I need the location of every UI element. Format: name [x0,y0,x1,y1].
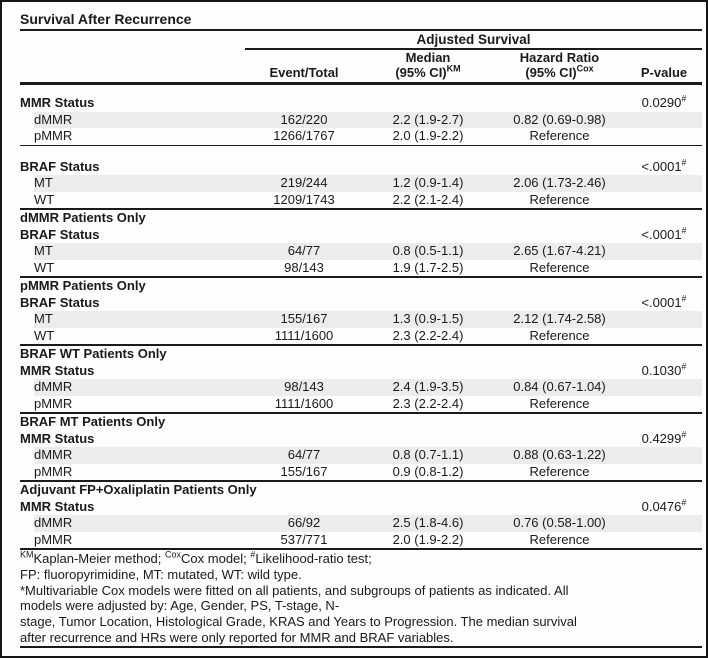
section-pmmr-patients [20,278,702,346]
group-row [20,227,702,244]
spanner-header: Adjusted Survival [245,31,702,50]
event-total-value: 64/77 [287,243,321,258]
median-value: 2.3 (2.2-2.4) [392,327,464,343]
row-label: pMMR [34,531,73,547]
median-value: 2.3 (2.2-2.4) [392,395,464,411]
hazard-ratio-value: Reference [529,531,590,547]
table-row-dmmr [34,379,702,396]
section-mmr-status [20,95,702,146]
section-dmmr-patients [20,210,702,278]
group-row [20,499,702,516]
median-value: 2.2 (2.1-2.4) [392,191,464,207]
median-value: 1.2 (0.9-1.4) [392,175,464,190]
group-label: BRAF Status [20,294,100,310]
hazard-ratio-value: Reference [529,259,590,275]
table-row-mt [34,175,702,192]
event-total-value: 98/143 [284,379,324,394]
table-row-wt [34,192,702,209]
median-value: 1.9 (1.7-2.5) [392,259,464,275]
median-value: 0.8 (0.7-1.1) [392,447,464,462]
col-header-pvalue: P-value [640,64,688,80]
hazard-ratio-value: 2.65 (1.67-4.21) [513,243,606,258]
row-label: dMMR [34,111,73,127]
table-page [20,10,702,648]
pvalue-cell: 0.0476# [641,497,687,514]
pvalue-cell: <.0001# [641,293,687,310]
event-total-value: 219/244 [280,175,328,190]
row-label: WT [34,327,55,343]
group-label: MMR Status [20,430,95,446]
km-superscript: KM [446,63,461,74]
median-value: 0.8 (0.5-1.1) [392,243,464,258]
hazard-ratio-value: 0.88 (0.63-1.22) [513,447,606,462]
hazard-ratio-value: Reference [529,191,590,207]
group-label: MMR Status [20,95,95,110]
event-total-value: 1266/1767 [273,128,335,143]
hazard-ratio-value: Reference [529,463,590,479]
median-value: 2.5 (1.8-4.6) [392,515,464,530]
row-label: dMMR [34,447,73,462]
hazard-ratio-value: Reference [529,327,590,343]
pvalue-cell: <.0001# [641,157,687,174]
table-row-wt [34,260,702,277]
row-label: MT [34,311,53,326]
row-label: MT [34,175,53,190]
page-title: Survival After Recurrence [20,11,192,27]
table-row-mt [34,311,702,328]
section-title: pMMR Patients Only [20,278,146,293]
event-total-value: 155/167 [280,311,328,326]
event-total-value: 1209/1743 [273,191,335,207]
col-header-median: Median (95% CI)$^{KM}$ [395,50,461,80]
row-label: pMMR [34,463,73,479]
hazard-ratio-value: Reference [529,128,590,143]
table-row-dmmr [34,447,702,464]
group-row [20,431,702,448]
pvalue-cell: <.0001# [641,225,687,242]
section-title: Adjuvant FP+Oxaliplatin Patients Only [20,482,257,497]
group-row [20,159,702,176]
footnote-paragraph-line: after recurrence and HRs were only reported for MMR and BRAF variables. [20,629,454,645]
footnote-methods: $^{KM}$Kaplan-Meier method; $^{Cox}$Cox model; #Likelihood-ratio test; [20,549,372,566]
row-label: dMMR [34,515,73,530]
table-row-pmmr [34,128,702,145]
table-row-pmmr [34,532,702,549]
section-divider [20,548,702,550]
event-total-value: 64/77 [287,447,321,462]
pvalue-cell: 0.0290# [641,93,687,110]
row-label: WT [34,259,55,275]
event-total-value: 66/92 [287,515,321,530]
hazard-ratio-value: 0.76 (0.58-1.00) [513,515,606,530]
median-value: 2.4 (1.9-3.5) [392,379,464,394]
hazard-ratio-value: 2.12 (1.74-2.58) [513,311,606,326]
group-row [20,95,702,112]
spacer [20,85,702,95]
median-value: 1.3 (0.9-1.5) [392,311,464,326]
group-row [20,295,702,312]
row-label: WT [34,191,55,207]
section-adjuvant-fp-oxaliplatin [20,482,702,550]
pvalue-cell: 0.1030# [641,361,687,378]
median-value: 2.0 (1.9-2.2) [392,128,464,143]
table-row-pmmr [34,464,702,481]
section-braf-mt-patients [20,414,702,482]
group-label: BRAF Status [20,158,100,174]
group-label: BRAF Status [20,226,100,242]
hazard-ratio-value: 0.82 (0.69-0.98) [513,111,606,127]
column-header-row [20,50,702,82]
row-label: pMMR [34,128,73,143]
group-row [20,363,702,380]
median-value: 2.0 (1.9-2.2) [392,531,464,547]
hazard-ratio-value: 0.84 (0.67-1.04) [513,379,606,394]
col-header-event-total: Event/Total [269,64,339,80]
section-braf-status [20,159,702,211]
event-total-value: 537/771 [280,531,328,547]
section-title: BRAF WT Patients Only [20,346,167,361]
group-label: MMR Status [20,498,95,514]
footnote-paragraph-line: models were adjusted by: Age, Gender, PS, T-stage, N- [20,598,340,614]
median-value: 0.9 (0.8-1.2) [392,463,464,479]
table-row-wt [34,328,702,345]
hazard-ratio-value: Reference [529,395,590,411]
group-label: MMR Status [20,362,95,378]
section-braf-wt-patients [20,346,702,414]
footnote-paragraph-line: stage, Tumor Location, Histological Grade, KRAS and Years to Progression. The median survival [20,614,577,630]
section-title: BRAF MT Patients Only [20,414,166,429]
footnote-abbreviations: FP: fluoropyrimidine, MT: mutated, WT: wild type. [20,566,302,582]
col-header-hazard-ratio: Hazard Ratio (95% CI)$^{Cox}$ [519,50,600,80]
event-total-value: 155/167 [280,463,328,479]
cox-superscript: Cox [576,63,594,74]
row-label: dMMR [34,379,73,394]
table-row-mt [34,243,702,260]
footnote-paragraph-line: *Multivariable Cox models were fitted on all patients, and subgroups of patients as indicated. All [20,582,569,598]
hazard-ratio-value: 2.06 (1.73-2.46) [513,175,606,190]
footnotes [20,551,702,646]
row-label: pMMR [34,395,73,411]
spacer [20,146,702,159]
table-row-dmmr [34,112,702,129]
event-total-value: 1111/1600 [274,327,334,343]
bottom-rule [20,646,702,648]
table-row-pmmr [34,396,702,413]
section-title: dMMR Patients Only [20,210,146,225]
event-total-value: 162/220 [280,111,328,127]
event-total-value: 98/143 [284,259,324,275]
row-label: MT [34,243,53,258]
event-total-value: 1111/1600 [274,395,334,411]
pvalue-cell: 0.4299# [641,429,687,446]
median-value: 2.2 (1.9-2.7) [392,111,464,127]
table-row-dmmr [34,515,702,532]
